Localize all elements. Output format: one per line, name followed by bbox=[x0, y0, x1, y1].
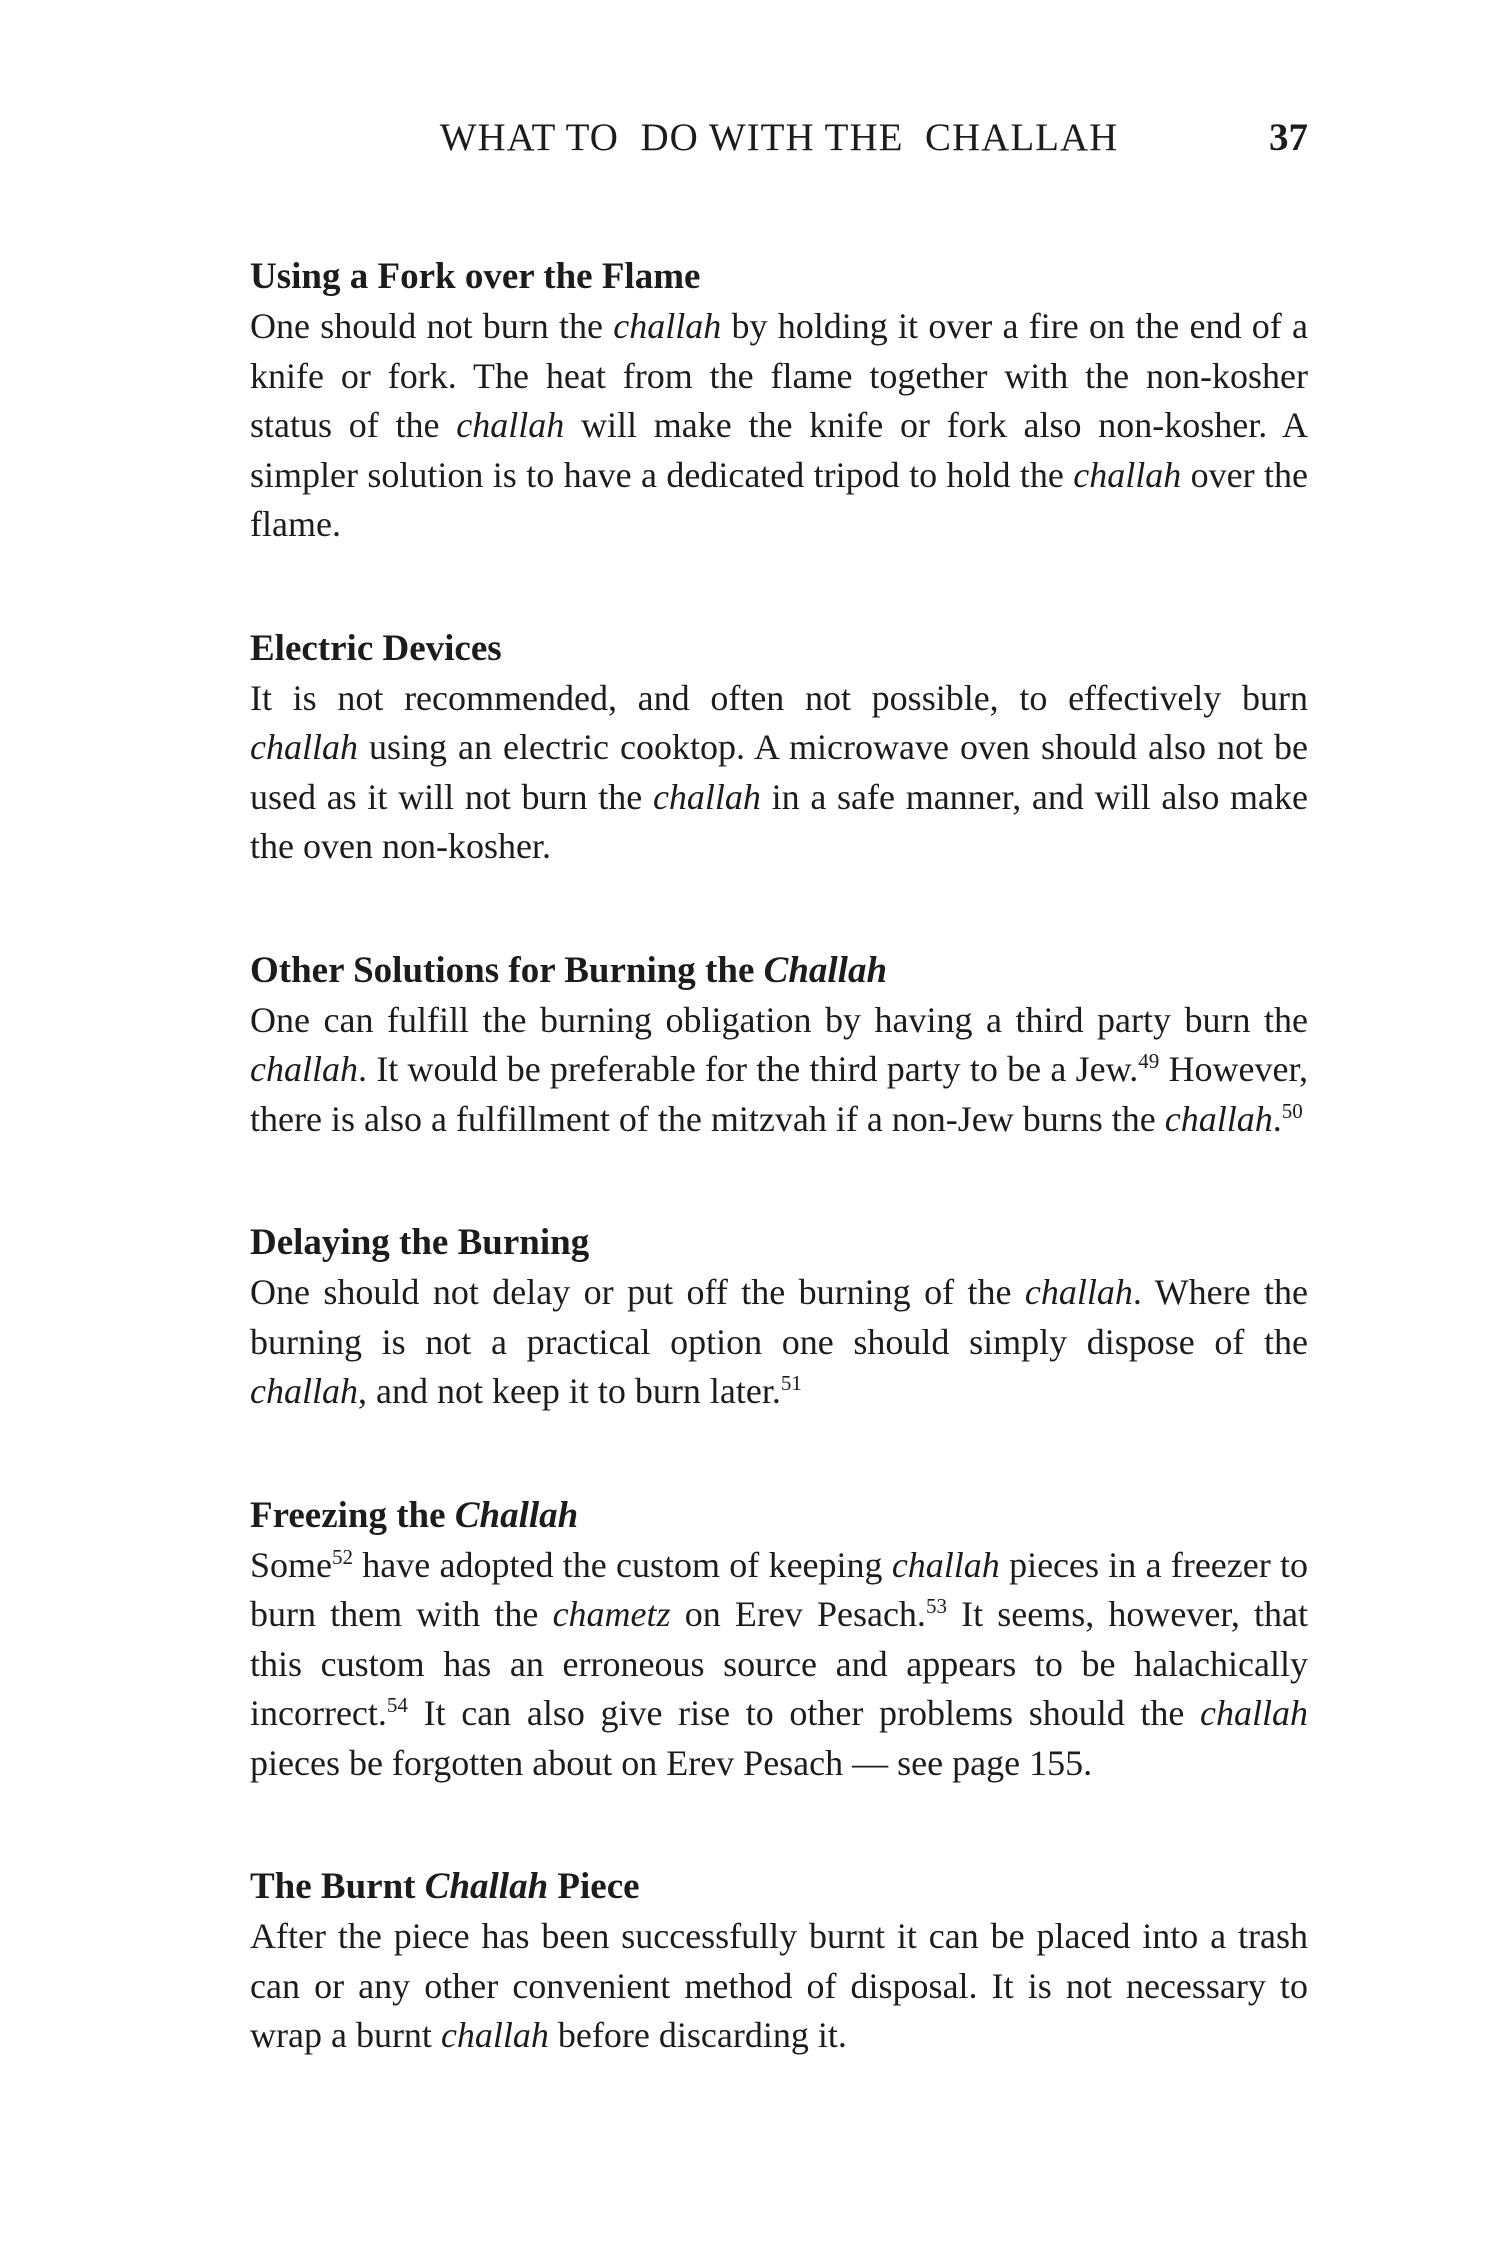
heading-text: The Burnt bbox=[250, 1866, 425, 1907]
paragraph-text: in a safe manner, and will also make the oven non-kosher. bbox=[250, 776, 1308, 866]
section-fork-over-flame bbox=[250, 252, 1308, 550]
heading-text: Other Solutions for Burning the bbox=[250, 949, 764, 991]
section-delaying-burning bbox=[250, 1218, 1308, 1417]
section-heading: Delaying the Burning bbox=[250, 1222, 590, 1263]
italic-term: challah bbox=[1024, 1272, 1133, 1312]
heading-text: Freezing the bbox=[250, 1494, 455, 1536]
section-burnt-challah-piece bbox=[250, 1862, 1308, 2061]
body-text bbox=[250, 252, 1308, 2135]
italic-term: chametz bbox=[552, 1594, 671, 1634]
paragraph-text: pieces in a freezer to burn them with the bbox=[250, 1544, 1308, 1634]
paragraph-text: by holding it over a fire on the end of a knife or fork. The heat from the flame together with the non-kosher status of the bbox=[250, 306, 1308, 445]
paragraph-text: , and not keep it to burn later. bbox=[357, 1371, 781, 1411]
paragraph-text: One can fulfill the burning obligation by having a third party burn the bbox=[250, 999, 1308, 1040]
paragraph-text: After the piece has been successfully burnt it can be placed into a trash can or any other convenient method of disposal. It is not necessary to wrap a burnt bbox=[250, 1916, 1308, 2055]
italic-term: challah bbox=[613, 306, 722, 346]
italic-term: challah bbox=[250, 1049, 358, 1089]
section-paragraph bbox=[250, 674, 1308, 872]
running-head bbox=[250, 108, 1308, 168]
heading-italic-term: Challah bbox=[454, 1494, 579, 1536]
section-paragraph bbox=[250, 1912, 1308, 2061]
italic-term: challah bbox=[1164, 1098, 1273, 1139]
italic-term: challah bbox=[456, 405, 565, 445]
footnote-marker: 50 bbox=[1281, 1098, 1303, 1123]
paragraph-text: One should not delay or put off the burning of the bbox=[250, 1272, 1025, 1312]
italic-term: challah bbox=[250, 727, 358, 767]
section-other-solutions bbox=[250, 946, 1308, 1145]
page-number: 37 bbox=[1269, 116, 1308, 159]
italic-term: challah bbox=[250, 1371, 358, 1411]
section-heading bbox=[250, 946, 1308, 996]
footnote-marker: 49 bbox=[1138, 1049, 1160, 1073]
section-freezing-challah bbox=[250, 1491, 1308, 1789]
paragraph-text: pieces be forgotten about on Erev Pesach — see page 155. bbox=[250, 1742, 1093, 1783]
paragraph-text: over the flame. bbox=[250, 454, 1309, 544]
paragraph-text: before discarding it. bbox=[548, 2015, 847, 2055]
section-paragraph bbox=[250, 302, 1308, 550]
section-heading bbox=[250, 1862, 1308, 1912]
section-paragraph bbox=[250, 1268, 1308, 1417]
paragraph-text: have adopted the custom of keeping bbox=[353, 1544, 892, 1585]
section-heading: Using a Fork over the Flame bbox=[250, 256, 701, 297]
paragraph-text: It can also give rise to other problems should the bbox=[407, 1693, 1201, 1733]
paragraph-text: However, there is also a fulfillment of the mitzvah if a non-Jew burns the bbox=[250, 1049, 1309, 1139]
section-paragraph bbox=[250, 1541, 1308, 1789]
section-paragraph bbox=[250, 996, 1308, 1145]
paragraph-text: . bbox=[1272, 1098, 1282, 1139]
footnote-marker: 53 bbox=[925, 1594, 947, 1618]
heading-italic-term: Challah bbox=[424, 1866, 549, 1907]
heading-italic-term: Challah bbox=[763, 949, 888, 991]
footnote-marker: 51 bbox=[780, 1371, 802, 1395]
paragraph-text: One should not burn the bbox=[250, 306, 614, 346]
paragraph-text: . It would be preferable for the third party to be a Jew. bbox=[357, 1049, 1139, 1089]
footnote-marker: 54 bbox=[386, 1693, 408, 1717]
heading-text: Piece bbox=[548, 1866, 640, 1907]
section-electric-devices bbox=[250, 624, 1308, 872]
italic-term: challah bbox=[652, 776, 761, 817]
paragraph-text: on Erev Pesach. bbox=[670, 1594, 926, 1634]
italic-term: challah bbox=[440, 2015, 549, 2055]
paragraph-text: It is not recommended, and often not possible, to effectively burn bbox=[250, 677, 1308, 718]
paragraph-text: . Where the burning is not a practical option one should simply dispose of the bbox=[250, 1272, 1308, 1362]
paragraph-text: will make the knife or fork also non-kosher. A simpler solution is to have a dedicated tripod to hold the bbox=[250, 405, 1308, 495]
italic-term: challah bbox=[891, 1544, 1000, 1585]
section-heading: Electric Devices bbox=[250, 627, 502, 669]
paragraph-text: using an electric cooktop. A microwave oven should also not be used as it will not burn the bbox=[250, 727, 1308, 817]
section-heading bbox=[250, 1491, 1308, 1541]
italic-term: challah bbox=[1200, 1693, 1308, 1733]
italic-term: challah bbox=[1073, 454, 1182, 495]
paragraph-text: It seems, however, that this custom has an erroneous source and appears to be halachically incorrect. bbox=[250, 1594, 1309, 1733]
running-title: WHAT TO DO WITH THE CHALLAH bbox=[439, 116, 1119, 159]
paragraph-text: Some bbox=[250, 1544, 333, 1585]
footnote-marker: 52 bbox=[332, 1544, 354, 1569]
